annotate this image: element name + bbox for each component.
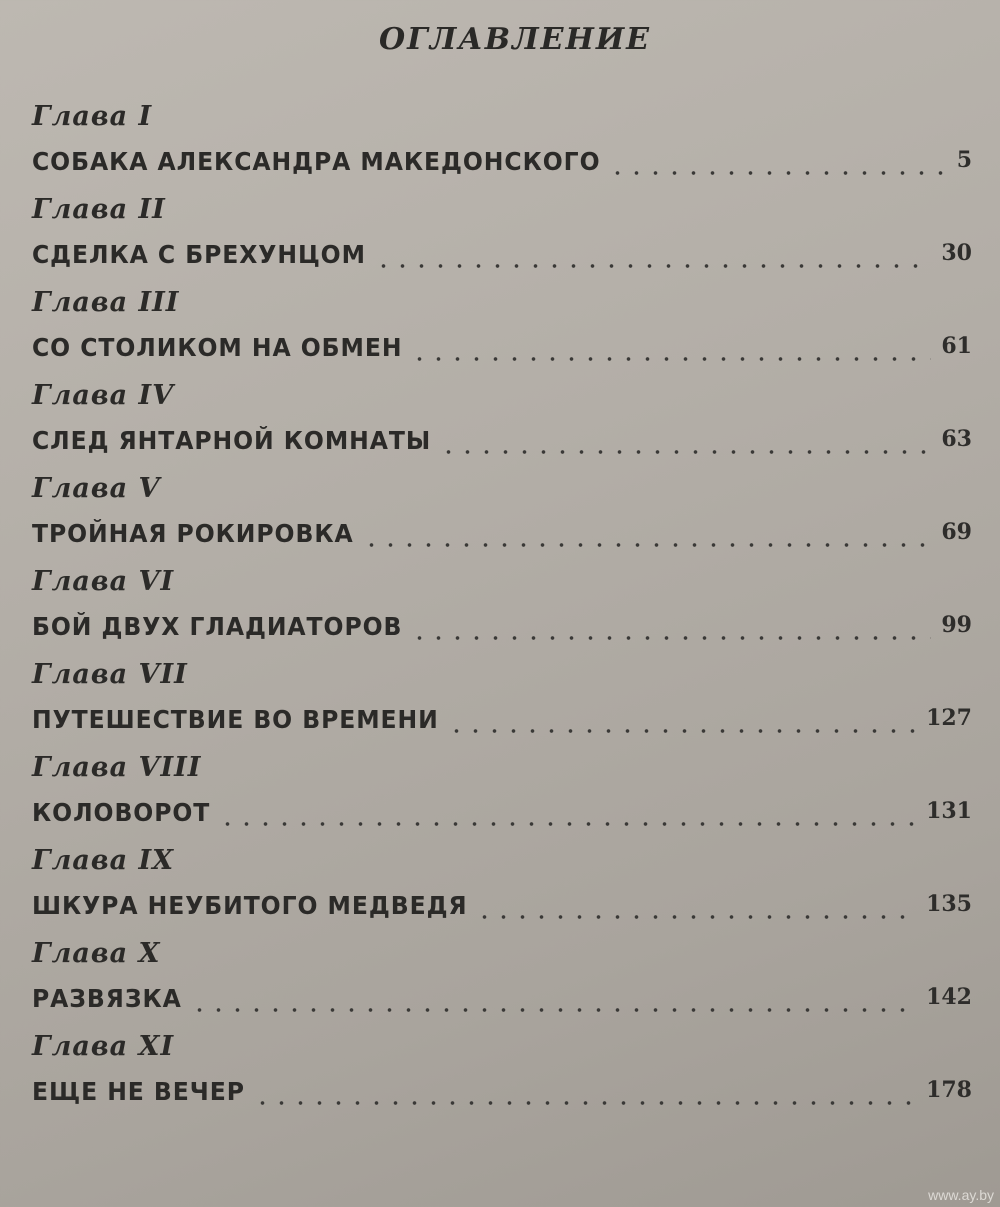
page-number: 5	[956, 147, 972, 173]
dot-leader	[253, 1101, 916, 1105]
toc-list	[32, 95, 972, 1118]
dot-leader	[362, 543, 932, 547]
dot-leader	[475, 915, 916, 919]
toc-entry	[32, 746, 972, 839]
toc-entry	[32, 188, 972, 281]
page-number: 135	[926, 891, 972, 917]
dot-leader	[410, 636, 931, 640]
title-row	[32, 147, 972, 181]
chapter-label: Глава II	[32, 194, 166, 225]
chapter-title: СЛЕД ЯНТАРНОЙ КОМНАТЫ	[32, 426, 432, 455]
chapter-label: Глава VII	[32, 659, 188, 690]
page-number: 127	[926, 705, 972, 731]
toc-entry	[32, 467, 972, 560]
chapter-title: РАЗВЯЗКА	[32, 984, 182, 1013]
dot-leader	[410, 357, 931, 361]
chapter-label: Глава V	[32, 473, 161, 504]
dot-leader	[608, 171, 946, 175]
dot-leader	[374, 264, 931, 268]
dot-leader	[447, 729, 916, 733]
title-row	[32, 333, 972, 367]
chapter-label: Глава VIII	[32, 752, 202, 783]
chapter-label: Глава XI	[32, 1031, 175, 1062]
chapter-label: Глава VI	[32, 566, 175, 597]
chapter-title: ЕЩЕ НЕ ВЕЧЕР	[32, 1077, 245, 1106]
title-row	[32, 426, 972, 460]
toc-entry	[32, 653, 972, 746]
page-number: 178	[926, 1077, 972, 1103]
toc-entry	[32, 95, 972, 188]
page-number: 99	[941, 612, 972, 638]
toc-entry	[32, 932, 972, 1025]
page-number: 63	[941, 426, 972, 452]
title-row	[32, 612, 972, 646]
chapter-title: СОБАКА АЛЕКСАНДРА МАКЕДОНСКОГО	[32, 147, 601, 176]
toc-entry	[32, 560, 972, 653]
page-title: ОГЛАВЛЕНИЕ	[378, 22, 652, 57]
toc-entry	[32, 839, 972, 932]
chapter-title: ПУТЕШЕСТВИЕ ВО ВРЕМЕНИ	[32, 705, 439, 734]
chapter-label: Глава X	[32, 938, 161, 969]
chapter-title: ШКУРА НЕУБИТОГО МЕДВЕДЯ	[32, 891, 468, 920]
page-number: 142	[926, 984, 972, 1010]
watermark: www.ay.by	[928, 1187, 994, 1203]
toc-entry	[32, 281, 972, 374]
dot-leader	[190, 1008, 916, 1012]
title-row	[32, 798, 972, 832]
title-row	[32, 519, 972, 553]
dot-leader	[218, 822, 916, 826]
toc-entry	[32, 374, 972, 467]
page-number: 30	[941, 240, 972, 266]
toc-entry	[32, 1025, 972, 1118]
title-row	[32, 984, 972, 1018]
chapter-label: Глава III	[32, 287, 180, 318]
chapter-title: ТРОЙНАЯ РОКИРОВКА	[32, 519, 354, 548]
title-row	[32, 891, 972, 925]
chapter-title: КОЛОВОРОТ	[32, 798, 211, 827]
title-row	[32, 240, 972, 274]
chapter-title: СДЕЛКА С БРЕХУНЦОМ	[32, 240, 366, 269]
chapter-label: Глава I	[32, 101, 153, 132]
page-number: 69	[941, 519, 972, 545]
page-number: 131	[926, 798, 972, 824]
page-number: 61	[941, 333, 972, 359]
chapter-title: СО СТОЛИКОМ НА ОБМЕН	[32, 333, 403, 362]
chapter-label: Глава IX	[32, 845, 175, 876]
title-row	[32, 1077, 972, 1111]
chapter-title: БОЙ ДВУХ ГЛАДИАТОРОВ	[32, 612, 403, 641]
dot-leader	[439, 450, 931, 454]
chapter-label: Глава IV	[32, 380, 175, 411]
title-row	[32, 705, 972, 739]
